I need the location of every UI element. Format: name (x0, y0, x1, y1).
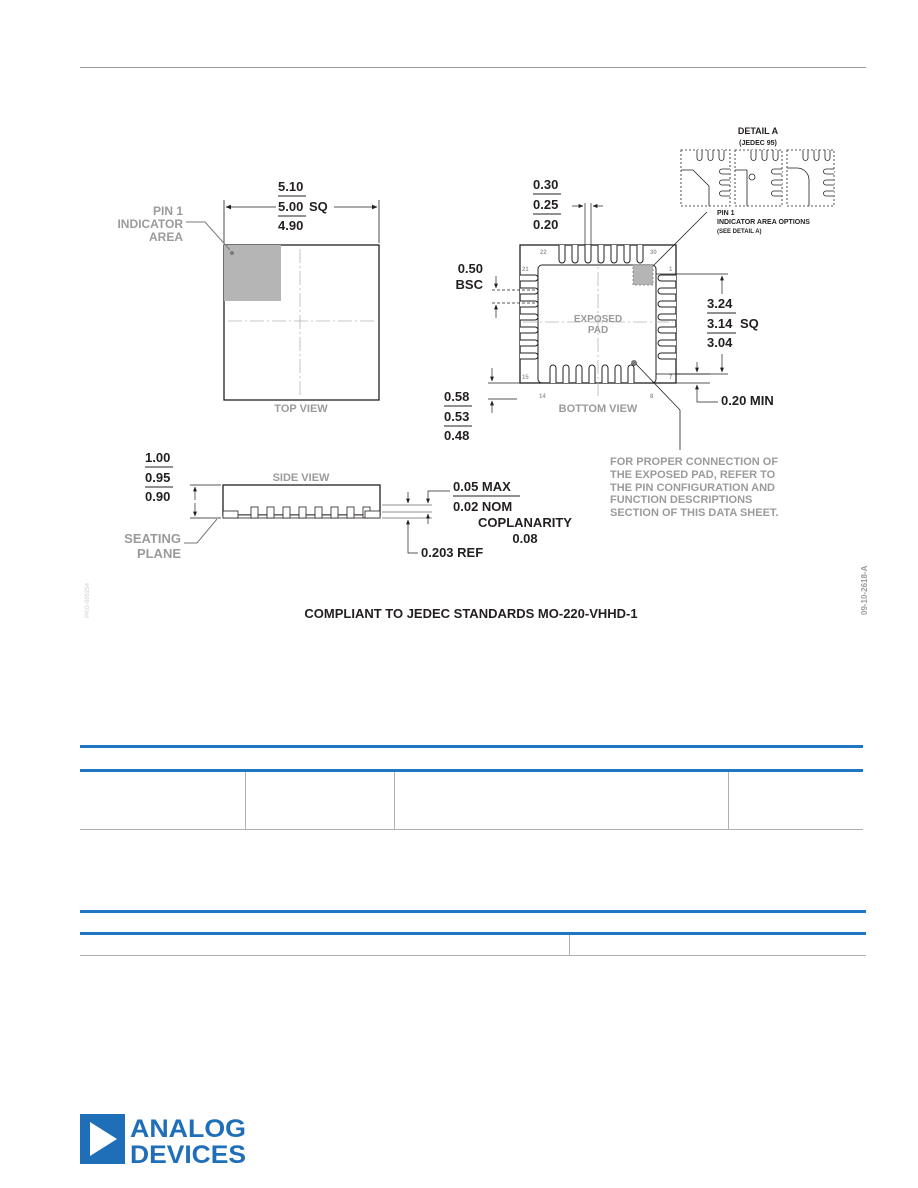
lead-length-min: 0.48 (444, 428, 470, 443)
analog-devices-logo (80, 1114, 250, 1166)
lead-length-nom: 0.53 (444, 409, 470, 424)
bottom-view-label: BOTTOM VIEW (558, 403, 638, 415)
note-line-2: THE EXPOSED PAD, REFER TO (610, 469, 776, 481)
table-header-rule (80, 932, 866, 935)
standoff-max: 0.05 MAX (453, 479, 511, 494)
height-nom: 0.95 (145, 470, 171, 485)
pin-number-1: 1 (669, 267, 673, 273)
top-width-nom: 5.00 (278, 199, 304, 214)
table-col-divider (569, 935, 570, 956)
detail-a-subtitle: (JEDEC 95) (739, 140, 777, 147)
pad-size-max: 3.24 (707, 296, 733, 311)
pitch-value: 0.50 (457, 261, 483, 276)
pin-number-21: 21 (522, 267, 529, 273)
standoff-nom: 0.02 NOM (453, 499, 513, 514)
top-width-min: 4.90 (278, 218, 304, 233)
side-code: PKG-005254 (85, 582, 91, 618)
pad-size-nom: 3.14 (707, 316, 733, 331)
min-clearance: 0.20 MIN (721, 393, 774, 408)
top-width-max: 5.10 (278, 179, 304, 194)
pin-number-30: 30 (650, 250, 657, 256)
ref-dimension: 0.203 REF (421, 545, 484, 560)
exposed-pad-label-1: EXPOSED (573, 314, 623, 325)
table-top-rule (80, 910, 866, 913)
side-view (124, 450, 572, 561)
top-view-label: TOP VIEW (274, 403, 328, 415)
pin1-label-line2: INDICATOR (117, 217, 183, 231)
side-view-label: SIDE VIEW (272, 472, 330, 484)
table-top-rule (80, 745, 863, 748)
lead-width-max: 0.30 (533, 177, 559, 192)
pin1-options-line2: INDICATOR AREA OPTIONS (717, 219, 810, 226)
table-bottom-rule (80, 829, 863, 830)
lead-width-min: 0.20 (533, 217, 559, 232)
note-line-1: FOR PROPER CONNECTION OF (610, 456, 779, 468)
seating-plane-line2: PLANE (136, 546, 181, 561)
bottom-view (444, 177, 774, 450)
table-col-divider (245, 772, 246, 829)
ordering-table (80, 745, 863, 831)
note-line-4: FUNCTION DESCRIPTIONS (610, 494, 753, 506)
pin-number-7: 7 (669, 375, 673, 381)
pin-number-22: 22 (540, 250, 547, 256)
table-col-divider (394, 772, 395, 829)
pin-number-8: 8 (650, 394, 654, 400)
pin1-options-line3: (SEE DETAIL A) (717, 229, 762, 235)
table-header-rule (80, 769, 863, 772)
pad-size-sq: SQ (740, 316, 759, 331)
pin-number-14: 14 (539, 394, 546, 400)
lead-width-nom: 0.25 (533, 197, 559, 212)
pin1-label-line3: AREA (148, 230, 183, 244)
logo-line2: DEVICES (130, 1141, 246, 1166)
detail-a-title: DETAIL A (737, 126, 779, 136)
pin-number-15: 15 (522, 375, 529, 381)
coplanarity-label: COPLANARITY (478, 515, 572, 530)
exposed-pad-note (610, 456, 778, 519)
note-line-5: SECTION OF THIS DATA SHEET. (610, 507, 779, 519)
coplanarity-value: 0.08 (512, 531, 538, 546)
pad-size-min: 3.04 (707, 335, 733, 350)
automotive-table (80, 910, 866, 958)
pin1-options-line1: PIN 1 (717, 210, 735, 217)
table-col-divider (728, 772, 729, 829)
pitch-bsc: BSC (455, 277, 483, 292)
analog-devices-logo-mark (80, 1114, 250, 1166)
exposed-pad-label-2: PAD (587, 325, 609, 336)
drawing-id: 09-10-2618-A (860, 565, 869, 615)
table-bottom-rule (80, 955, 866, 956)
height-min: 0.90 (145, 489, 171, 504)
pin1-label-line1: PIN 1 (152, 204, 183, 218)
note-line-3: THE PIN CONFIGURATION AND (610, 482, 775, 494)
detail-a (681, 126, 834, 235)
top-view (117, 179, 379, 415)
logo-line1: ANALOG (130, 1115, 246, 1143)
height-max: 1.00 (145, 450, 171, 465)
seating-plane-line1: SEATING (124, 531, 181, 546)
jedec-compliance: COMPLIANT TO JEDEC STANDARDS MO-220-VHHD-1 (304, 606, 638, 621)
top-width-sq: SQ (309, 199, 328, 214)
lead-length-max: 0.58 (444, 389, 470, 404)
